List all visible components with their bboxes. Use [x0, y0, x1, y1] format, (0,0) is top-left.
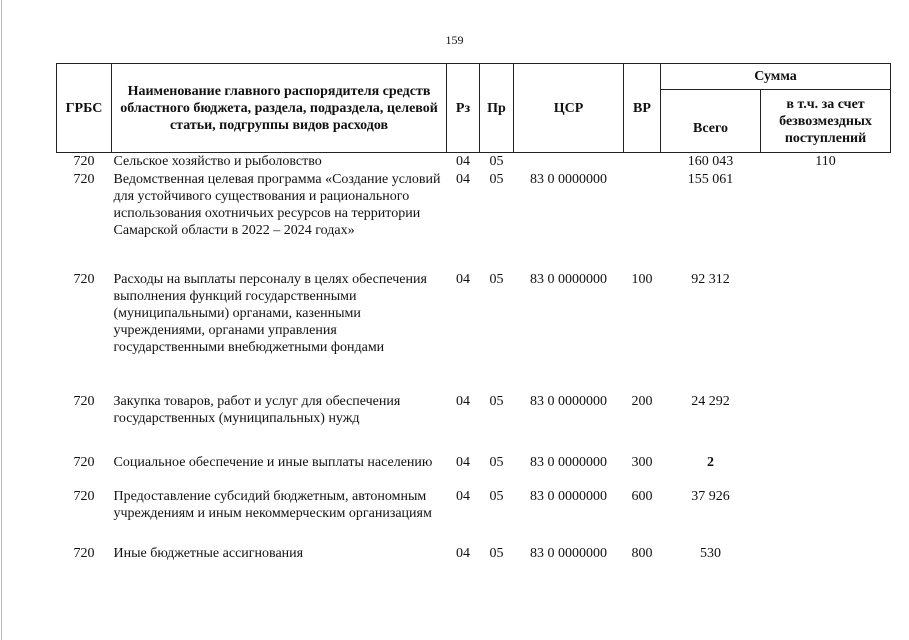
cell-rz: 04 — [456, 272, 470, 287]
cell-name: Предоставление субсидий бюджетным, автономным учреждениям и иным некоммерческим организациям — [113, 489, 432, 521]
cell-grbs: 720 — [73, 546, 95, 561]
cell-free — [761, 171, 891, 271]
cell-pr: 05 — [489, 154, 504, 169]
cell-rz: 04 — [456, 394, 470, 409]
cell-vr — [624, 153, 661, 172]
table-row — [57, 271, 891, 393]
table-row — [57, 393, 891, 454]
cell-csr: 83 0 0000000 — [530, 272, 607, 287]
table-row — [57, 545, 891, 565]
cell-rz: 04 — [456, 154, 470, 169]
cell-pr: 05 — [489, 489, 504, 504]
table-row — [57, 171, 891, 271]
cell-free — [761, 488, 891, 545]
cell-vr: 600 — [631, 489, 653, 504]
cell-free — [761, 545, 891, 565]
cell-total: 155 061 — [687, 172, 734, 187]
cell-csr: 83 0 0000000 — [530, 172, 607, 187]
cell-vr: 800 — [631, 546, 653, 561]
cell-grbs: 720 — [73, 394, 95, 409]
cell-total: 530 — [700, 546, 721, 561]
cell-grbs: 720 — [73, 489, 95, 504]
header-total: Всего — [661, 90, 761, 153]
cell-rz: 04 — [456, 172, 470, 187]
cell-name: Иные бюджетные ассигнования — [113, 546, 304, 561]
header-pr: Пр — [480, 64, 514, 153]
page-number: 159 — [445, 33, 464, 47]
cell-grbs: 720 — [73, 154, 95, 169]
cell-pr: 05 — [489, 546, 504, 561]
header-sum: Сумма — [661, 64, 891, 90]
table-row — [57, 153, 891, 172]
header-free: в т.ч. за счет безвозмездных поступлений — [761, 90, 891, 153]
cell-pr: 05 — [489, 394, 504, 409]
header-rz: Рз — [447, 64, 480, 153]
cell-vr: 200 — [631, 394, 653, 409]
cell-vr — [624, 171, 661, 271]
cell-vr: 300 — [631, 455, 653, 470]
cell-free — [761, 454, 891, 488]
table-row — [57, 454, 891, 488]
cell-pr: 05 — [489, 455, 504, 470]
cell-free — [761, 393, 891, 454]
left-border-line — [1, 0, 2, 640]
budget-table — [56, 63, 891, 565]
cell-csr: 83 0 0000000 — [530, 546, 607, 561]
cell-total: 24 292 — [691, 394, 730, 409]
cell-total: 160 043 — [687, 154, 734, 169]
cell-vr: 100 — [631, 272, 653, 287]
cell-free: 110 — [815, 154, 836, 169]
cell-rz: 04 — [456, 489, 470, 504]
cell-name: Расходы на выплаты персоналу в целях обеспечения выполнения функций государственными (муниципальными) органами, казенными учреждениями, органами управления государственными внебюджетными фондами — [113, 272, 427, 355]
cell-csr: 83 0 0000000 — [530, 489, 607, 504]
cell-rz: 04 — [456, 546, 470, 561]
cell-name: Сельское хозяйство и рыболовство — [113, 154, 322, 169]
header-name: Наименование главного распорядителя средств областного бюджета, раздела, подраздела, целевой статьи, подгруппы видов расходов — [112, 64, 447, 153]
cell-pr: 05 — [489, 272, 504, 287]
cell-name: Ведомственная целевая программа «Создание условий для устойчивого существования и рационального использования охотничьих ресурсов на территории Самарской области в 2022 – 2024 годах» — [113, 172, 441, 238]
cell-name: Закупка товаров, работ и услуг для обеспечения государственных (муниципальных) нужд — [113, 394, 401, 426]
cell-rz: 04 — [456, 455, 470, 470]
table-row — [57, 488, 891, 545]
cell-total: 2 — [707, 455, 714, 470]
header-vr: ВР — [624, 64, 661, 153]
header-csr: ЦСР — [514, 64, 624, 153]
header-grbs: ГРБС — [57, 64, 112, 153]
cell-free — [761, 271, 891, 393]
cell-csr — [514, 153, 624, 172]
cell-csr: 83 0 0000000 — [530, 394, 607, 409]
cell-pr: 05 — [489, 172, 504, 187]
cell-csr: 83 0 0000000 — [530, 455, 607, 470]
cell-grbs: 720 — [73, 272, 95, 287]
cell-total: 37 926 — [691, 489, 730, 504]
cell-total: 92 312 — [691, 272, 730, 287]
cell-grbs: 720 — [73, 172, 95, 187]
cell-name: Социальное обеспечение и иные выплаты населению — [113, 455, 433, 470]
cell-grbs: 720 — [73, 455, 95, 470]
